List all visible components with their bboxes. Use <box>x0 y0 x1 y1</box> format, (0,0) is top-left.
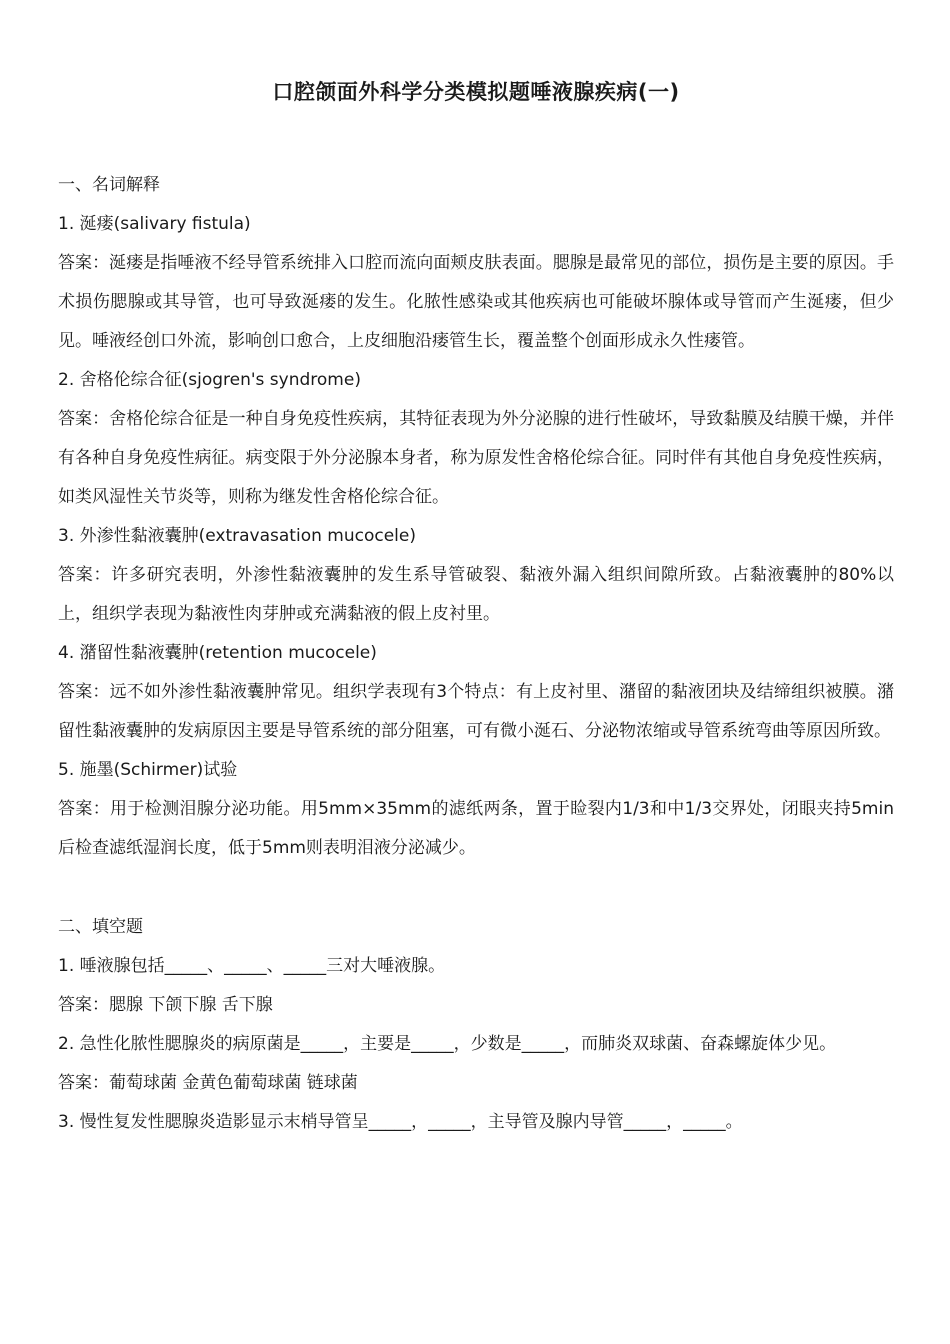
section-fill-in-blank <box>58 908 894 1142</box>
section-heading: 一、名词解释 <box>58 175 160 195</box>
answer-text: 答案：葡萄球菌 金黄色葡萄球菌 链球菌 <box>58 1073 358 1093</box>
answer-text: 答案：许多研究表明，外渗性黏液囊肿的发生系导管破裂、黏液外漏入组织间隙所致。占黏液囊肿的80%以上，组织学表现为黏液性肉芽肿或充满黏液的假上皮衬里。 <box>58 565 894 624</box>
section-heading: 二、填空题 <box>58 917 143 937</box>
question-item: 3. 慢性复发性腮腺炎造影显示末梢导管呈_____，_____，主导管及腺内导管_____，_____。 <box>58 1112 743 1132</box>
question-item: 5. 施墨(Schirmer)试验 <box>58 760 238 780</box>
question-item: 1. 涎瘘(salivary fistula) <box>58 214 251 234</box>
question-item: 1. 唾液腺包括_____、_____、_____三对大唾液腺。 <box>58 956 446 976</box>
question-item: 4. 潴留性黏液囊肿(retention mucocele) <box>58 643 377 663</box>
answer-text: 答案：舍格伦综合征是一种自身免疫性疾病，其特征表现为外分泌腺的进行性破坏，导致黏膜及结膜干燥，并伴有各种自身免疫性病征。病变限于外分泌腺本身者，称为原发性舍格伦综合征。同时伴有其他自身免疫性疾病，如类风湿性关节炎等，则称为继发性舍格伦综合征。 <box>58 409 894 507</box>
question-item: 2. 急性化脓性腮腺炎的病原菌是_____，主要是_____，少数是_____，而肺炎双球菌、奋森螺旋体少见。 <box>58 1034 837 1054</box>
question-item: 2. 舍格伦综合征(sjogren's syndrome) <box>58 370 361 390</box>
answer-text: 答案：涎瘘是指唾液不经导管系统排入口腔而流向面颊皮肤表面。腮腺是最常见的部位，损伤是主要的原因。手术损伤腮腺或其导管，也可导致涎瘘的发生。化脓性感染或其他疾病也可能破坏腺体或导管而产生涎瘘，但少见。唾液经创口外流，影响创口愈合，上皮细胞沿瘘管生长，覆盖整个创面形成永久性瘘管。 <box>58 253 894 351</box>
document-page <box>58 0 894 1142</box>
answer-text: 答案：远不如外渗性黏液囊肿常见。组织学表现有3个特点：有上皮衬里、潴留的黏液团块及结缔组织被膜。潴留性黏液囊肿的发病原因主要是导管系统的部分阻塞，可有微小涎石、分泌物浓缩或导管系统弯曲等原因所致。 <box>58 682 894 741</box>
answer-text: 答案：腮腺 下颌下腺 舌下腺 <box>58 995 273 1015</box>
question-item: 3. 外渗性黏液囊肿(extravasation mucocele) <box>58 526 416 546</box>
page-title: 口腔颌面外科学分类模拟题唾液腺疾病(一) <box>272 80 680 104</box>
section-definitions <box>58 166 894 868</box>
answer-text: 答案：用于检测泪腺分泌功能。用5mm×35mm的滤纸两条，置于睑裂内1/3和中1/3交界处，闭眼夹持5min后检查滤纸湿润长度，低于5mm则表明泪液分泌减少。 <box>58 799 894 858</box>
